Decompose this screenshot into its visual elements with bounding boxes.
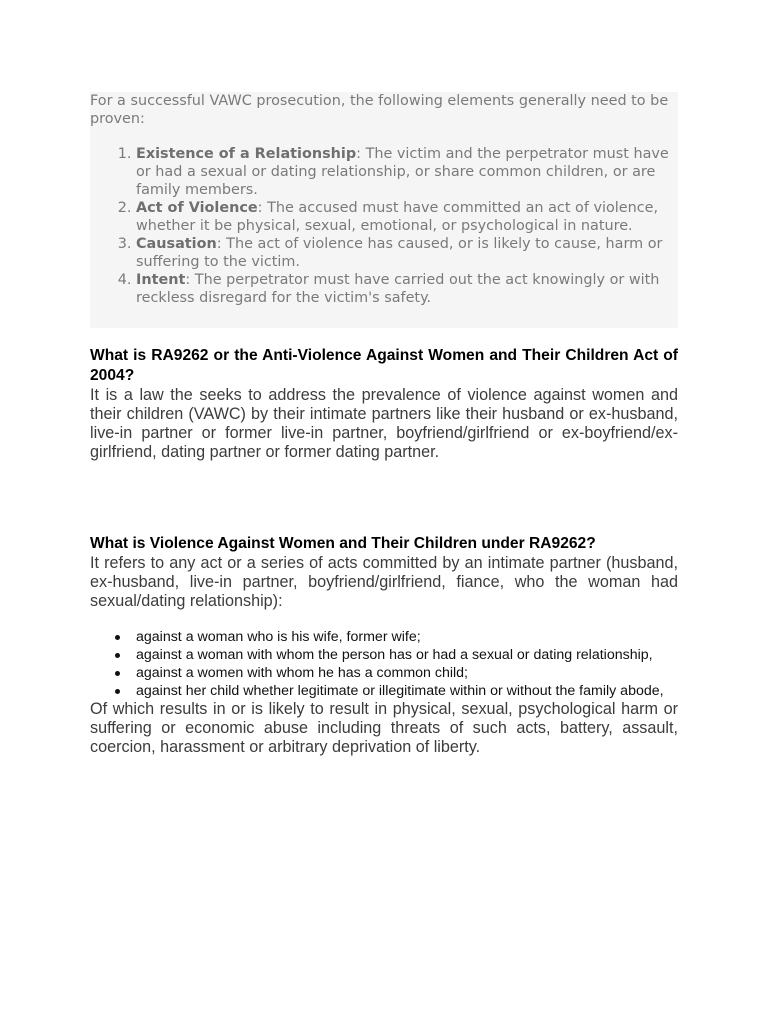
item-text: : The perpetrator must have carried out the act knowingly or with reckless disregard for the victim's safety. bbox=[136, 272, 660, 306]
list-item bbox=[136, 664, 678, 682]
section2-body: It refers to any act or a series of acts committed by an intimate partner (husband, ex-husband, live-in partner, boyfriend/girlfriend, fiance, who the woman had sexual/dating relationship): bbox=[90, 554, 678, 610]
elements-intro: For a successful VAWC prosecution, the following elements generally need to be proven: bbox=[90, 93, 669, 127]
acts-bullet-list bbox=[90, 628, 678, 700]
bullet-icon bbox=[115, 653, 120, 658]
item-text: : The accused must have committed an act of violence, whether it be physical, sexual, emotional, or psychological in nature. bbox=[136, 200, 659, 234]
item-text: : The act of violence has caused, or is likely to cause, harm or suffering to the victim. bbox=[136, 236, 663, 270]
item-term: Act of Violence bbox=[136, 200, 258, 216]
list-item bbox=[136, 235, 678, 271]
list-item bbox=[136, 628, 678, 646]
list-item bbox=[136, 145, 678, 199]
bullet-icon bbox=[115, 689, 120, 694]
bullet-text: against a women with whom he has a common child; bbox=[136, 665, 468, 681]
section1-heading: What is RA9262 or the Anti-Violence Against Women and Their Children Act of 2004? bbox=[90, 347, 678, 384]
list-item bbox=[136, 199, 678, 235]
item-term: Existence of a Relationship bbox=[136, 146, 357, 162]
bullet-text: against a woman with whom the person has or had a sexual or dating relationship, bbox=[136, 647, 653, 663]
section2-closing: Of which results in or is likely to result in physical, sexual, psychological harm or suffering or economic abuse including threats of such acts, battery, assault, coercion, harassment or arbitrary deprivation of liberty. bbox=[90, 700, 678, 756]
item-term: Causation bbox=[136, 236, 217, 252]
list-item bbox=[136, 682, 678, 700]
list-item bbox=[136, 646, 678, 664]
section2-heading: What is Violence Against Women and Their Children under RA9262? bbox=[90, 535, 596, 552]
bullet-text: against a woman who is his wife, former wife; bbox=[136, 629, 421, 645]
elements-list bbox=[90, 145, 678, 307]
bullet-icon bbox=[115, 671, 120, 676]
section1-body: It is a law the seeks to address the prevalence of violence against women and their children (VAWC) by their intimate partners like their husband or ex-husband, live-in partner or former live-in partner, boyfriend/girlfriend or ex-boyfriend/ex-girlfriend, dating partner or former dating partner. bbox=[90, 386, 678, 461]
item-text: : The victim and the perpetrator must have or had a sexual or dating relationship, or share common children, or are family members. bbox=[136, 146, 669, 198]
bullet-text: against her child whether legitimate or illegitimate within or without the family abode, bbox=[136, 683, 664, 699]
list-item bbox=[136, 271, 678, 307]
bullet-icon bbox=[115, 635, 120, 640]
elements-box bbox=[90, 92, 678, 328]
item-term: Intent bbox=[136, 272, 186, 288]
document-page bbox=[90, 92, 678, 757]
